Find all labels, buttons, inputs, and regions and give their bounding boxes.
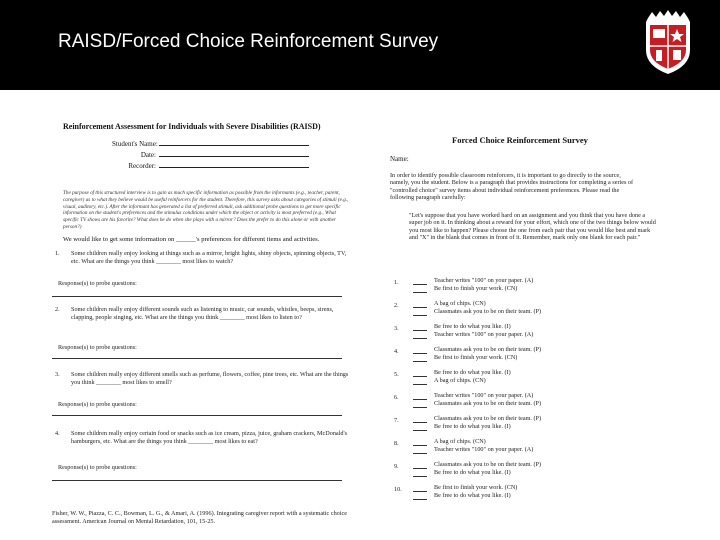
- response-label: Response(s) to probe questions:: [58, 401, 137, 408]
- choice-option: Teacher writes "100" on your paper. (A): [434, 445, 534, 453]
- choice-number: 10.: [394, 486, 402, 493]
- field-line: [159, 140, 309, 146]
- raisd-question: [55, 306, 351, 321]
- raisd-question: [55, 430, 351, 445]
- raisd-intro: The purpose of this structured interview is to gain as much specific information as possible from the informants (e.g., teacher, parent, caregiver) as to what they believe would be useful reinforcers for the student. Therefore, this survey asks about categories of stimuli (e.g., visual, auditory, etc.). After the informant has generated a list of preferred stimuli, ask additional probe questions to get more specific information on the student's preferences and the stimulus conditions under which the object or activity is most preferred (e.g., What specific TV shows are his favorite? What does he do when she plays with a mirror? Does the prefer to do this alone or with another person?): [63, 190, 349, 230]
- raisd-title: Reinforcement Assessment for Individuals with Severe Disabilities (RAISD): [63, 122, 321, 131]
- choice-number: 1.: [394, 279, 399, 286]
- choice-option: Be free to do what you like. (I): [434, 468, 511, 476]
- response-line: [52, 480, 342, 481]
- choice-option: Teacher writes "100" on your paper. (A): [434, 392, 534, 399]
- choice-item: [394, 369, 654, 391]
- choice-item: [394, 300, 654, 322]
- question-number: 2.: [55, 306, 60, 313]
- choice-blanks[interactable]: [413, 300, 427, 317]
- choice-number: 7.: [394, 417, 399, 424]
- response-label: Response(s) to probe questions:: [58, 464, 137, 471]
- field-label: Recorder:: [128, 162, 156, 170]
- raisd-question: [55, 371, 351, 386]
- choice-blanks[interactable]: [413, 461, 427, 478]
- field-student-name: [112, 140, 309, 148]
- choice-option: Classmates ask you to be on their team. (P): [434, 346, 542, 353]
- choice-number: 3.: [394, 325, 399, 332]
- choice-number: 9.: [394, 463, 399, 470]
- forced-choice-document: [382, 130, 687, 540]
- choice-blanks[interactable]: [413, 415, 427, 432]
- choice-option: Classmates ask you to be on their team. (P): [434, 399, 542, 407]
- choice-option: Teacher writes "100" on your paper. (A): [434, 330, 534, 338]
- name-label: Name:: [390, 155, 409, 163]
- choice-blanks[interactable]: [413, 323, 427, 340]
- question-number: 1.: [55, 250, 60, 257]
- choice-option: A bag of chips. (CN): [434, 300, 486, 307]
- choice-option: Classmates ask you to be on their team. (P): [434, 415, 542, 422]
- university-seal-logo: [640, 10, 696, 76]
- response-line: [52, 358, 342, 359]
- choice-blanks[interactable]: [413, 484, 427, 501]
- raisd-prompt: We would like to get some information on ______'s preferences for different items and activities.: [63, 236, 320, 243]
- choice-item: [394, 323, 654, 345]
- field-line: [159, 151, 309, 157]
- choice-item: [394, 438, 654, 460]
- question-number: 3.: [55, 371, 60, 378]
- choice-option: Classmates ask you to be on their team. (P): [434, 307, 542, 315]
- question-text: Some children really enjoy looking at things such as a mirror, bright lights, shiny objects, spinning objects, TV, etc. What are the things you think ________ most likes to watch?: [71, 250, 347, 265]
- field-label: Student's Name:: [112, 140, 158, 148]
- slide-title: RAISD/Forced Choice Reinforcement Survey: [58, 31, 439, 52]
- choice-number: 2.: [394, 302, 399, 309]
- choice-number: 8.: [394, 440, 399, 447]
- choice-item: [394, 484, 654, 506]
- choice-item: [394, 346, 654, 368]
- raisd-question: [55, 250, 351, 265]
- choice-option: A bag of chips. (CN): [434, 376, 486, 384]
- field-date: [112, 151, 309, 159]
- choice-option: A bag of chips. (CN): [434, 438, 486, 445]
- choice-blanks[interactable]: [413, 438, 427, 455]
- raisd-document: [52, 118, 352, 538]
- question-number: 4.: [55, 430, 60, 437]
- response-label: Response(s) to probe questions:: [58, 280, 137, 287]
- choice-number: 6.: [394, 394, 399, 401]
- choice-option: Be first to finish your work. (CN): [434, 484, 518, 491]
- forced-choice-instructions: In order to identify possible classroom reinforcers, it is important to go directly to the source, namely, you the student. Below is a paragraph that provides instructions for completing a series of "controlled choice" survey items about individual reinforcement preferences. Please read the following paragraph carefully:: [390, 172, 634, 202]
- choice-option: Be first to finish your work. (CN): [434, 353, 518, 361]
- response-line: [52, 415, 342, 416]
- choice-item: [394, 461, 654, 483]
- field-recorder: [112, 162, 309, 170]
- choice-blanks[interactable]: [413, 392, 427, 409]
- field-label: Date:: [140, 151, 156, 159]
- choice-blanks[interactable]: [413, 277, 427, 294]
- raisd-citation: Fisher, W. W., Piazza, C. C., Bowman, L. G., & Amari, A. (1996). Integrating caregiver report with a systematic choice assessment. American Journal on Mental Retardation, 101, 15-25.: [52, 510, 347, 525]
- choice-option: Be free to do what you like. (I): [434, 369, 511, 376]
- choice-option: Classmates ask you to be on their team. (P): [434, 461, 542, 468]
- choice-item: [394, 415, 654, 437]
- forced-choice-quote: "Let's suppose that you have worked hard on an assignment and you think that you have done a super job on it. In thinking about a reward for your effort, which one of the two things below would you most like to happen? Please choose the one from each pair that you would like best and mark and "X" in the blank that comes in front of it. Remember, mark only one blank for each pair.": [409, 212, 656, 242]
- choice-number: 4.: [394, 348, 399, 355]
- header-bar: [0, 0, 720, 90]
- choice-option: Be first to finish your work. (CN): [434, 284, 518, 292]
- question-text: Some children really enjoy certain food or snacks such as ice cream, pizza, juice, graham crackers, McDonald's hamburgers, etc. What are the things you think ________ most likes to eat?: [71, 430, 348, 445]
- choice-option: Be free to do what you like. (I): [434, 491, 511, 499]
- choice-number: 5.: [394, 371, 399, 378]
- response-label: Response(s) to probe questions:: [58, 344, 137, 351]
- question-text: Some children really enjoy different sounds such as listening to music, car sounds, whistles, beeps, sirens, clapping, people singing, etc. What are the things you think ________ most likes to listen to?: [71, 306, 334, 321]
- choice-option: Be free to do what you like. (I): [434, 422, 511, 430]
- field-line: [159, 162, 309, 168]
- choice-item: [394, 392, 654, 414]
- response-line: [52, 296, 342, 297]
- choice-blanks[interactable]: [413, 346, 427, 363]
- choice-item: [394, 277, 654, 299]
- choice-option: Teacher writes "100" on your paper. (A): [434, 277, 534, 284]
- choice-option: Be free to do what you like. (I): [434, 323, 511, 330]
- choice-blanks[interactable]: [413, 369, 427, 386]
- question-text: Some children really enjoy different smells such as perfume, flowers, coffee, pine trees, etc. What are the things you think ________ most likes to smell?: [71, 371, 349, 386]
- forced-choice-title: Forced Choice Reinforcement Survey: [452, 135, 588, 145]
